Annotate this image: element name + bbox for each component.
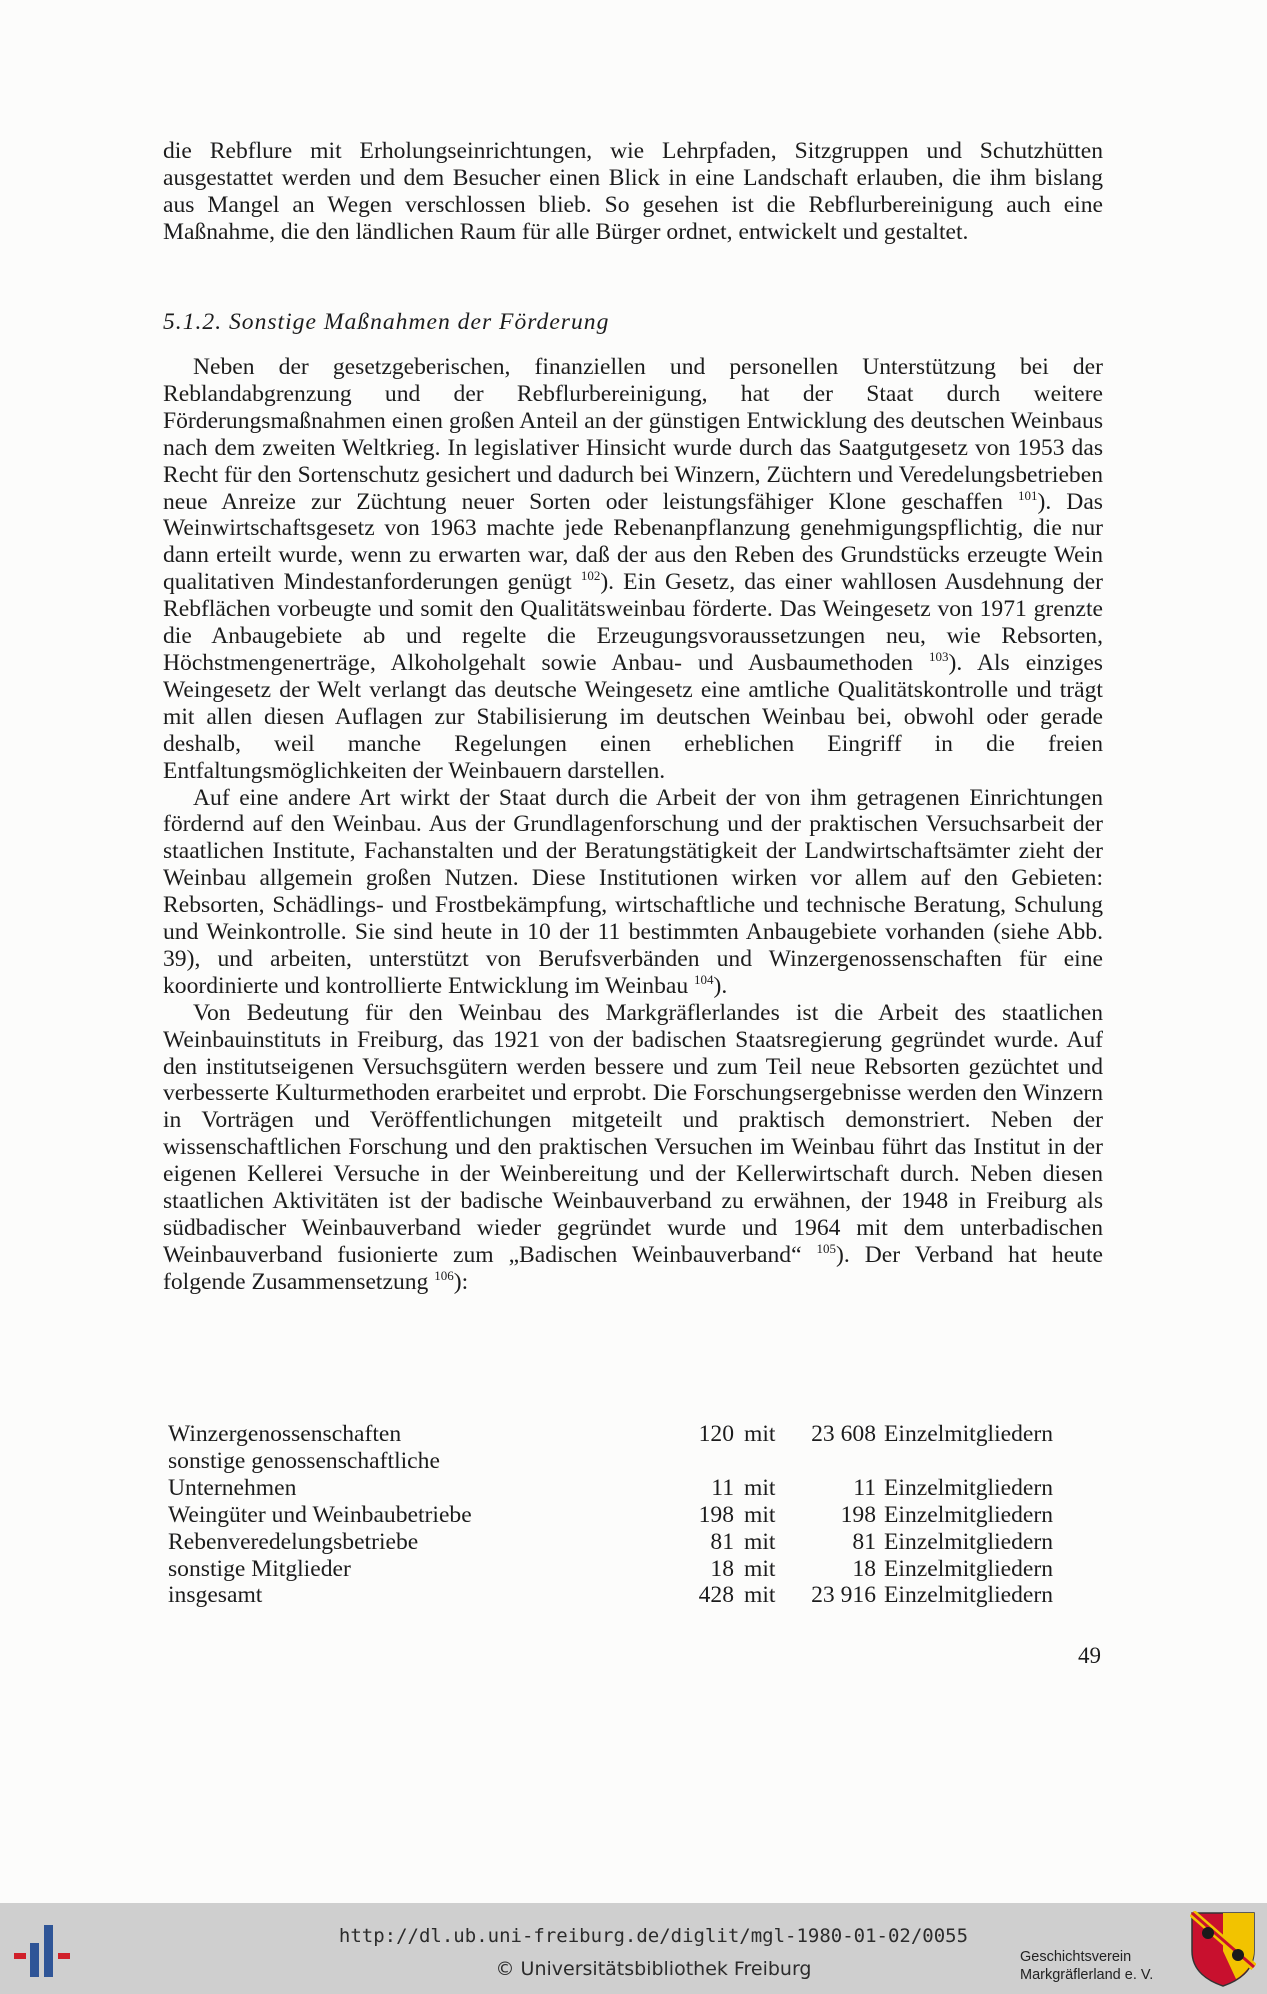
member-type: Weingüter und Weinbaubetriebe	[168, 1501, 472, 1528]
member-number: 198	[698, 1501, 734, 1528]
table-row	[168, 1502, 1068, 1529]
member-type: insgesamt	[168, 1582, 263, 1609]
member-count: 23 916	[811, 1582, 876, 1609]
paragraph-2-text-a: Auf eine andere Art wirkt der Staat durch die Arbeit der von ihm getragenen Einrichtungen fördernd auf den Weinbau. Aus der Grundlagenforschung und der praktischen Versuchsarbeit der staatlichen Institute, Fachanstalten und der Beratungstätigkeit der Landwirtschaftsämter zieht der Weinbau allgemein großen Nutzen. Diese Institutionen wirken vor allem auf den Gebieten: Rebsorten, Schädlings- und Frostbekämpfung, wirtschaftliche und technische Beratung, Schulung und Weinkontrolle. Sie sind heute in 10 der 11 bestimmten Anbaugebiete vorhanden (siehe Abb. 39), und arbeiten, unterstützt von Berufsverbänden und Winzergenossenschaften für eine koordinierte und kontrollierte Entwicklung im Weinbau	[163, 784, 1103, 999]
member-type: Rebenveredelungsbetriebe	[168, 1528, 419, 1555]
paragraph-3	[163, 1000, 1103, 1296]
member-label: Einzelmitgliedern	[884, 1555, 1054, 1582]
member-type: Winzergenossenschaften	[168, 1421, 402, 1447]
member-mit: mit	[744, 1582, 776, 1609]
member-number: 18	[710, 1555, 734, 1582]
table-row	[168, 1475, 1068, 1502]
member-type: sonstige Mitglieder	[168, 1555, 351, 1582]
intro-paragraph: die Rebflure mit Erholungseinrichtungen, wie Lehrpfaden, Sitzgruppen und Schutzhütten ausgestattet werden und dem Besucher einen Blick in eine Landschaft erlauben, die ihm bislang aus Mangel an Wegen verschlossen blieb. So gesehen ist die Rebflurbereinigung auch eine Maßnahme, die den ländlichen Raum für alle Bürger ordnet, entwickelt und gestaltet.	[163, 138, 1103, 245]
permalink-url[interactable]: http://dl.ub.uni-freiburg.de/diglit/mgl-1980-01-02/0055	[338, 1925, 969, 1947]
member-count: 81	[852, 1528, 876, 1555]
paragraph-3-text-a: Von Bedeutung für den Weinbau des Markgräflerlandes ist die Arbeit des staatlichen Weinbauinstituts in Freiburg, das 1921 von der badischen Staatsregierung gegründet wurde. Auf den institutseigenen Versuchsgütern werden bessere und zum Teil neue Rebsorten gezüchtet und verbesserte Kulturmethoden erarbeitet und erprobt. Die Forschungsergebnisse werden den Winzern in Vorträgen und Veröffentlichungen mitgeteilt und praktisch demonstriert. Neben der wissenschaftlichen Forschung und den praktischen Versuchen im Weinbau führt das Institut in der eigenen Kellerei Versuche in der Weinbereitung und der Kellerwirtschaft durch. Neben diesen staatlichen Aktivitäten ist der badische Weinbauverband zu erwähnen, der 1948 in Freiburg als südbadischer Weinbauverband wieder gegründet wurde und 1964 mit dem unterbadischen Weinbauverband fusionierte zum „Badischen Weinbauverband“	[163, 999, 1103, 1268]
footnote-ref-104: 104	[694, 971, 714, 987]
paragraph-1	[163, 354, 1103, 785]
footnote-ref-103: 103	[929, 649, 949, 665]
copyright-notice: © Universitätsbibliothek Freiburg	[495, 1958, 812, 1980]
paragraph-1-text-d: ). Als einziges Weingesetz der Welt verlangt das deutsche Weingesetz eine amtliche Qualitätskontrolle und trägt mit allen diesen Auflagen zur Stabilisierung im deutschen Weinbau bei, obwohl oder gerade deshalb, weil manche Regelungen einen erheblichen Eingriff in die freien Entfaltungsmöglichkeiten der Weinbauern darstellen.	[163, 649, 1103, 784]
society-name	[1020, 1948, 1153, 1984]
main-text-block	[163, 354, 1103, 1296]
member-count: 23 608	[811, 1421, 876, 1447]
member-number: 428	[698, 1582, 734, 1609]
paragraph-1-text-b: ). Das Weinwirtschaftsgesetz von 1963 machte jede Rebenanpflanzung genehmigungspflichtig, die nur dann erteilt wurde, wenn zu erwarten war, daß der aus den Reben des Grundstücks erzeugte Wein qualitativen Mindestanforderungen genügt	[163, 488, 1103, 596]
membership-table	[168, 1421, 1068, 1609]
paragraph-3-text-b: ). Der Verband hat heute folgende Zusammensetzung	[163, 1241, 1103, 1295]
member-label: Einzelmitgliedern	[884, 1421, 1054, 1447]
member-label	[876, 1448, 1068, 1475]
table-row	[168, 1421, 1068, 1448]
member-label: Einzelmitgliedern	[884, 1474, 1054, 1501]
table-row	[168, 1529, 1068, 1556]
member-label: Einzelmitgliedern	[884, 1582, 1054, 1609]
member-count: 11	[853, 1474, 876, 1501]
society-name-line-1: Geschichtsverein	[1020, 1949, 1132, 1965]
paragraph-1-text-c: ). Ein Gesetz, das einer wahllosen Ausdehnung der Rebflächen vorbeugte und somit den Qualitätsweinbau förderte. Das Weingesetz von 1971 grenzte die Anbaugebiete ab und regelte die Erzeugungsvoraussetzungen neu, wie Rebsorten, Höchstmengenerträge, Alkoholgehalt sowie Anbau- und Ausbaumethoden	[163, 569, 1103, 676]
member-number: 120	[698, 1421, 734, 1447]
member-mit: mit	[744, 1474, 776, 1501]
table-row	[168, 1448, 1068, 1475]
member-mit: mit	[744, 1421, 776, 1447]
page-number: 49	[1078, 1643, 1101, 1668]
footnote-ref-105: 105	[816, 1241, 837, 1257]
footnote-ref-101: 101	[1017, 487, 1038, 503]
paragraph-2-text-b: ).	[713, 972, 728, 999]
member-mit	[734, 1448, 792, 1475]
member-label: Einzelmitgliedern	[884, 1528, 1054, 1555]
paragraph-2	[163, 785, 1103, 1000]
member-number	[648, 1448, 734, 1475]
member-label: Einzelmitgliedern	[884, 1501, 1054, 1528]
member-number: 81	[710, 1528, 734, 1555]
intro-paragraph-block	[163, 138, 1103, 246]
member-type: Unternehmen	[168, 1474, 297, 1501]
member-number: 11	[711, 1474, 734, 1501]
society-name-line-2: Markgräflerland e. V.	[1020, 1967, 1154, 1983]
footnote-ref-106: 106	[434, 1267, 454, 1283]
member-mit: mit	[744, 1501, 776, 1528]
viewer-footer	[0, 1903, 1267, 1994]
coat-of-arms-icon	[1190, 1911, 1256, 1987]
footnote-ref-102: 102	[580, 568, 601, 584]
member-mit: mit	[744, 1555, 776, 1582]
member-count	[792, 1448, 876, 1475]
member-type: sonstige genossenschaftliche	[168, 1447, 440, 1474]
member-count: 18	[852, 1555, 876, 1582]
table-row	[168, 1556, 1068, 1583]
member-count: 198	[840, 1501, 876, 1528]
paragraph-3-text-c: ):	[453, 1268, 469, 1295]
section-heading: 5.1.2. Sonstige Maßnahmen der Förderung	[163, 309, 610, 335]
member-mit: mit	[744, 1528, 776, 1555]
table-row	[168, 1582, 1068, 1609]
paragraph-1-text-a: Neben der gesetzgeberischen, finanziellen und personellen Unterstützung bei der Reblandabgrenzung und der Rebflurbereinigung, hat der Staat durch weitere Förderungsmaßnahmen einen großen Anteil an der günstigen Entwicklung des deutschen Weinbaus nach dem zweiten Weltkrieg. In legislativer Hinsicht wurde durch das Saatgutgesetz von 1953 das Recht für den Sortenschutz gesichert und dadurch bei Winzern, Züchtern und Veredelungsbetrieben neue Anreize zur Züchtung neuer Sorten oder leistungsfähiger Klone geschaffen	[163, 354, 1103, 515]
